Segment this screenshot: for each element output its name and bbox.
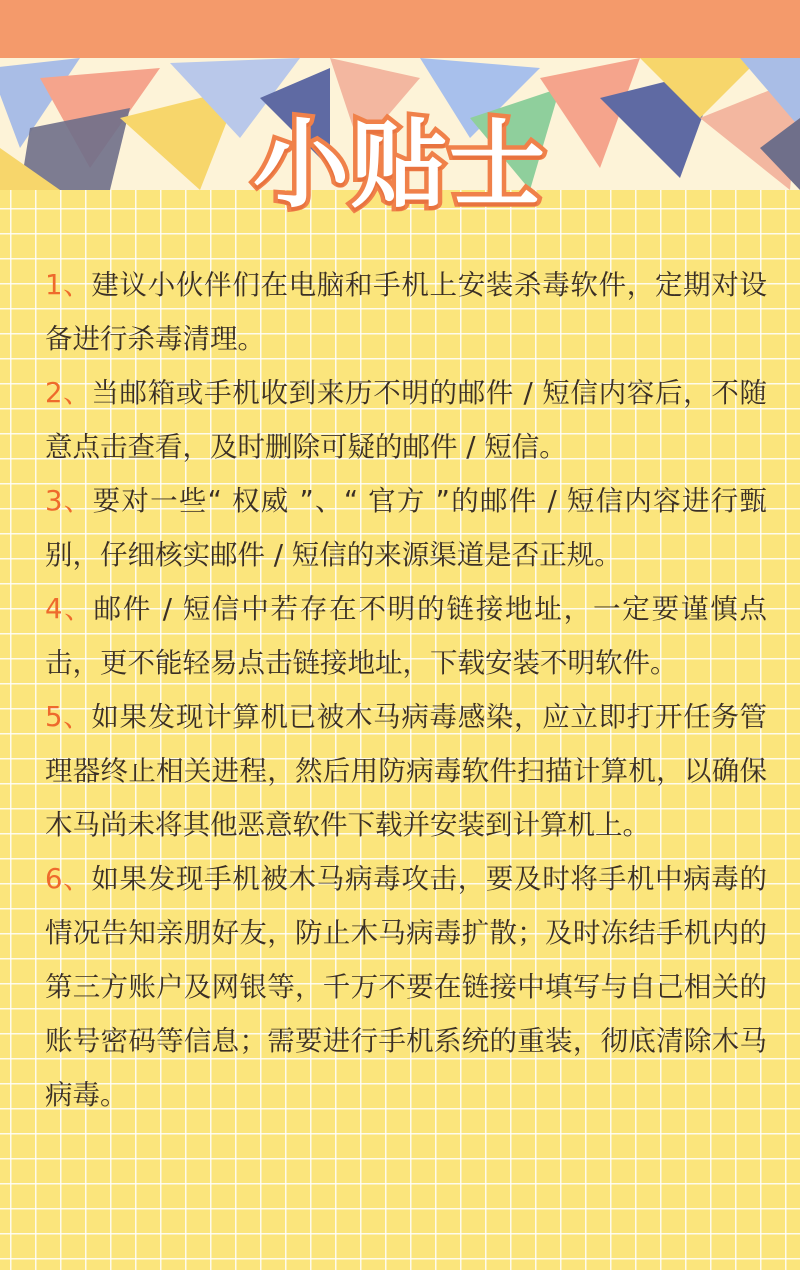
tip-number: 6、 bbox=[45, 863, 92, 895]
tip-number: 1、 bbox=[45, 269, 92, 301]
tip-item bbox=[45, 366, 767, 474]
top-color-bar bbox=[0, 0, 800, 58]
tip-text: 邮件 / 短信中若存在不明的链接地址，一定要谨慎点击，更不能轻易点击链接地址，下载安装不明软件。 bbox=[45, 593, 768, 679]
tip-item bbox=[45, 582, 767, 690]
tip-number: 2、 bbox=[45, 377, 92, 409]
page-title: 小贴士 bbox=[253, 109, 547, 221]
tip-text: 当邮箱或手机收到来历不明的邮件 / 短信内容后，不随意点击查看，及时删除可疑的邮件 / 短信。 bbox=[45, 377, 768, 463]
tip-number: 3、 bbox=[45, 485, 93, 517]
tip-number: 5、 bbox=[45, 701, 92, 733]
tip-item bbox=[45, 852, 767, 1122]
tip-text: 要对一些“ 权威 ”、“ 官方 ”的邮件 / 短信内容进行甄别，仔细核实邮件 / 短信的来源渠道是否正规。 bbox=[45, 485, 768, 571]
tip-text: 如果发现手机被木马病毒攻击，要及时将手机中病毒的情况告知亲朋好友，防止木马病毒扩散；及时冻结手机内的第三方账户及网银等，千万不要在链接中填写与自己相关的账号密码等信息；需要进行手机系统的重装，彻底清除木马病毒。 bbox=[45, 863, 767, 1111]
tip-text: 如果发现计算机已被木马病毒感染，应立即打开任务管理器终止相关进程，然后用防病毒软件扫描计算机，以确保木马尚未将其他恶意软件下载并安装到计算机上。 bbox=[45, 701, 767, 841]
tips-list bbox=[45, 258, 767, 1122]
tip-text: 建议小伙伴们在电脑和手机上安装杀毒软件，定期对设备进行杀毒清理。 bbox=[45, 269, 767, 355]
tip-item bbox=[45, 690, 767, 852]
tip-item bbox=[45, 474, 767, 582]
tip-item bbox=[45, 258, 767, 366]
title-area bbox=[0, 100, 800, 230]
tip-number: 4、 bbox=[45, 593, 94, 625]
